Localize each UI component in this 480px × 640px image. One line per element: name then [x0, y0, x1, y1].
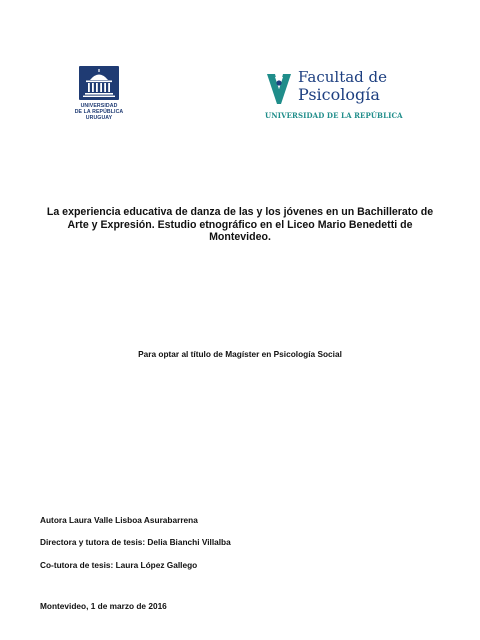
cotutor-line: Co-tutora de tesis: Laura López Gallego: [40, 560, 198, 570]
title-line-2: Arte y Expresión. Estudio etnográfico en el Liceo Mario Benedetti de: [67, 218, 413, 231]
udelar-emblem-icon: [79, 66, 119, 100]
psicologia-logo: [264, 68, 403, 124]
thesis-title: [30, 206, 450, 244]
place-date-line: Montevideo, 1 de marzo de 2016: [40, 601, 167, 611]
degree-subtitle: Para optar al título de Magíster en Psicología Social: [138, 349, 342, 359]
title-line-3: Montevideo.: [209, 231, 271, 243]
psicologia-mark-icon: [264, 72, 294, 106]
udelar-logo-text: [66, 103, 132, 121]
udelar-line-3: URUGUAY: [85, 115, 113, 121]
psicologia-logo-line-2: Psicología: [298, 85, 380, 104]
director-line: Directora y tutora de tesis: Delia Bianchi Villalba: [40, 537, 231, 547]
title-line-1: La experiencia educativa de danza de las y los jóvenes en un Bachillerato de: [46, 206, 434, 218]
udelar-logo: [66, 66, 132, 121]
udelar-line-1: UNIVERSIDAD: [80, 103, 118, 109]
psicologia-logo-line-3: UNIVERSIDAD DE LA REPÚBLICA: [265, 111, 403, 120]
psicologia-logo-line-1: Facultad de: [298, 68, 388, 86]
udelar-line-2: DE LA REPÚBLICA: [74, 109, 124, 115]
author-line: Autora Laura Valle Lisboa Asurabarrena: [40, 515, 198, 525]
